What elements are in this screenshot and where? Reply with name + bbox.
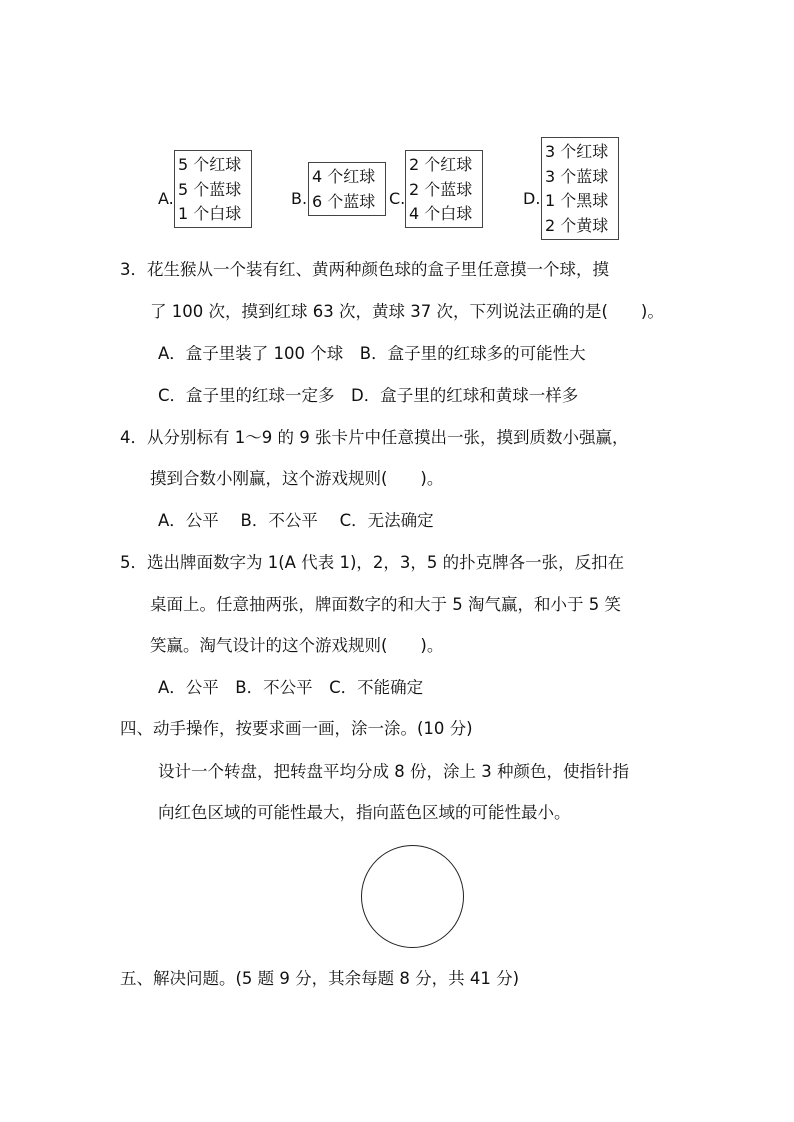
box-line: 6 个蓝球 — [312, 191, 376, 211]
section4-line-1: 设计一个转盘，把转盘平均分成 8 份，涂上 3 种颜色，使指针指 — [158, 762, 629, 781]
spinner-circle — [361, 845, 464, 948]
section5-title: 五、解决问题。(5 题 9 分，其余每题 8 分，共 41 分) — [120, 969, 520, 988]
box-line: 4 个红球 — [312, 167, 376, 186]
box-line: 3 个红球 — [545, 142, 609, 161]
q5-options: A．公平 B．不公平 C．不能确定 — [158, 678, 424, 697]
box-line: 4 个白球 — [409, 204, 473, 223]
box-line: 5 个蓝球 — [178, 179, 242, 199]
q3-line-2: 了 100 次，摸到红球 63 次，黄球 37 次，下列说法正确的是( )。 — [150, 302, 664, 321]
box-line: 2 个红球 — [409, 155, 473, 174]
q3-options-line-2: C．盒子里的红球一定多 D．盒子里的红球和黄球一样多 — [158, 386, 579, 405]
q4-options: A．公平 B．不公平 C．无法确定 — [158, 511, 434, 530]
box-line: 2 个蓝球 — [409, 179, 473, 199]
q5-line-1: 5．选出牌面数字为 1(A 代表 1)，2，3，5 的扑克牌各一张，反扣在 — [120, 553, 625, 572]
option-letter: A. — [158, 189, 174, 208]
ball-box — [174, 150, 252, 228]
box-line: 5 个红球 — [178, 155, 242, 174]
option-letter: C. — [389, 189, 406, 208]
section4-title: 四、动手操作，按要求画一画，涂一涂。(10 分) — [120, 719, 473, 738]
option-letter: B. — [291, 189, 308, 208]
q4-line-1: 4．从分别标有 1～9 的 9 张卡片中任意摸出一张，摸到质数小强赢， — [120, 428, 629, 447]
ball-box — [308, 162, 386, 216]
ball-box — [541, 137, 619, 240]
box-line: 2 个黄球 — [545, 215, 609, 235]
option-letter: D. — [523, 189, 541, 208]
q5-line-2: 桌面上。任意抽两张，牌面数字的和大于 5 淘气赢，和小于 5 笑 — [150, 595, 621, 614]
q3-line-1: 3．花生猴从一个装有红、黄两种颜色球的盒子里任意摸一个球，摸 — [120, 260, 609, 279]
box-line: 3 个蓝球 — [545, 166, 609, 186]
q5-line-3: 笑赢。淘气设计的这个游戏规则( )。 — [150, 636, 444, 655]
box-line: 1 个白球 — [178, 204, 242, 223]
section4-line-2: 向红色区域的可能性最大，指向蓝色区域的可能性最小。 — [158, 803, 571, 822]
q3-options-line-1: A．盒子里装了 100 个球 B．盒子里的红球多的可能性大 — [158, 344, 586, 363]
box-line: 1 个黑球 — [545, 191, 609, 210]
ball-box — [405, 150, 483, 228]
q4-line-2: 摸到合数小刚赢，这个游戏规则( )。 — [150, 469, 444, 488]
